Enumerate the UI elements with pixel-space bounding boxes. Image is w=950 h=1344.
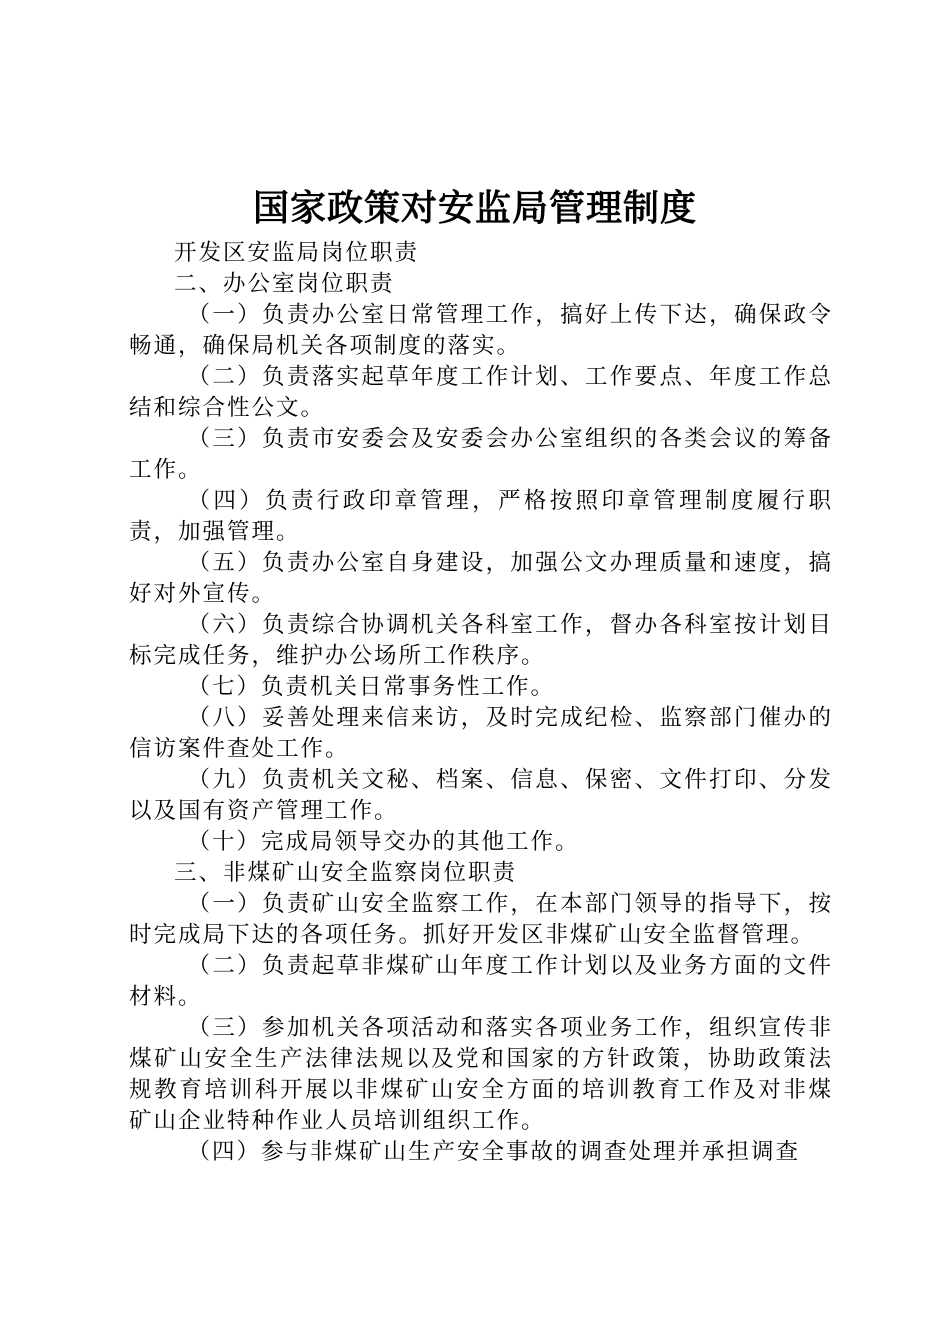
list-item: （六）负责综合协调机关各科室工作，督办各科室按计划目标完成任务，维护办公场所工作秩序。 <box>129 612 833 669</box>
paragraph-heading: 开发区安监局岗位职责 <box>174 240 420 266</box>
list-item: （九）负责机关文秘、档案、信息、保密、文件打印、分发以及国有资产管理工作。 <box>129 767 833 824</box>
document-title: 国家政策对安监局管理制度 <box>252 187 697 229</box>
document-body <box>129 238 833 1168</box>
list-item: （三）负责市安委会及安委会办公室组织的各类会议的筹备工作。 <box>129 426 833 483</box>
list-item: （十）完成局领导交办的其他工作。 <box>187 829 580 855</box>
list-item: （一）负责矿山安全监察工作，在本部门领导的指导下，按时完成局下达的各项任务。抓好开发区非煤矿山安全监督管理。 <box>129 891 833 948</box>
section-heading: 三、非煤矿山安全监察岗位职责 <box>174 860 518 886</box>
list-item: （八）妥善处理来信来访，及时完成纪检、监察部门催办的信访案件查处工作。 <box>129 705 833 762</box>
list-item: （四）参与非煤矿山生产安全事故的调查处理并承担调查 <box>187 1139 801 1165</box>
list-item: （四）负责行政印章管理，严格按照印章管理制度履行职责，加强管理。 <box>129 488 833 545</box>
list-item: （一）负责办公室日常管理工作，搞好上传下达，确保政令畅通，确保局机关各项制度的落实。 <box>129 302 833 359</box>
list-item: （二）负责落实起草年度工作计划、工作要点、年度工作总结和综合性公文。 <box>129 364 833 421</box>
list-item: （五）负责办公室自身建设，加强公文办理质量和速度，搞好对外宣传。 <box>129 550 833 607</box>
list-item: （三）参加机关各项活动和落实各项业务工作，组织宣传非煤矿山安全生产法律法规以及党和国家的方针政策，协助政策法规教育培训科开展以非煤矿山安全方面的培训教育工作及对非煤矿山企业特种作业人员培训组织工作。 <box>129 1015 833 1134</box>
section-heading: 二、办公室岗位职责 <box>174 271 395 297</box>
list-item: （七）负责机关日常事务性工作。 <box>187 674 556 700</box>
list-item: （二）负责起草非煤矿山年度工作计划以及业务方面的文件材料。 <box>129 953 833 1010</box>
